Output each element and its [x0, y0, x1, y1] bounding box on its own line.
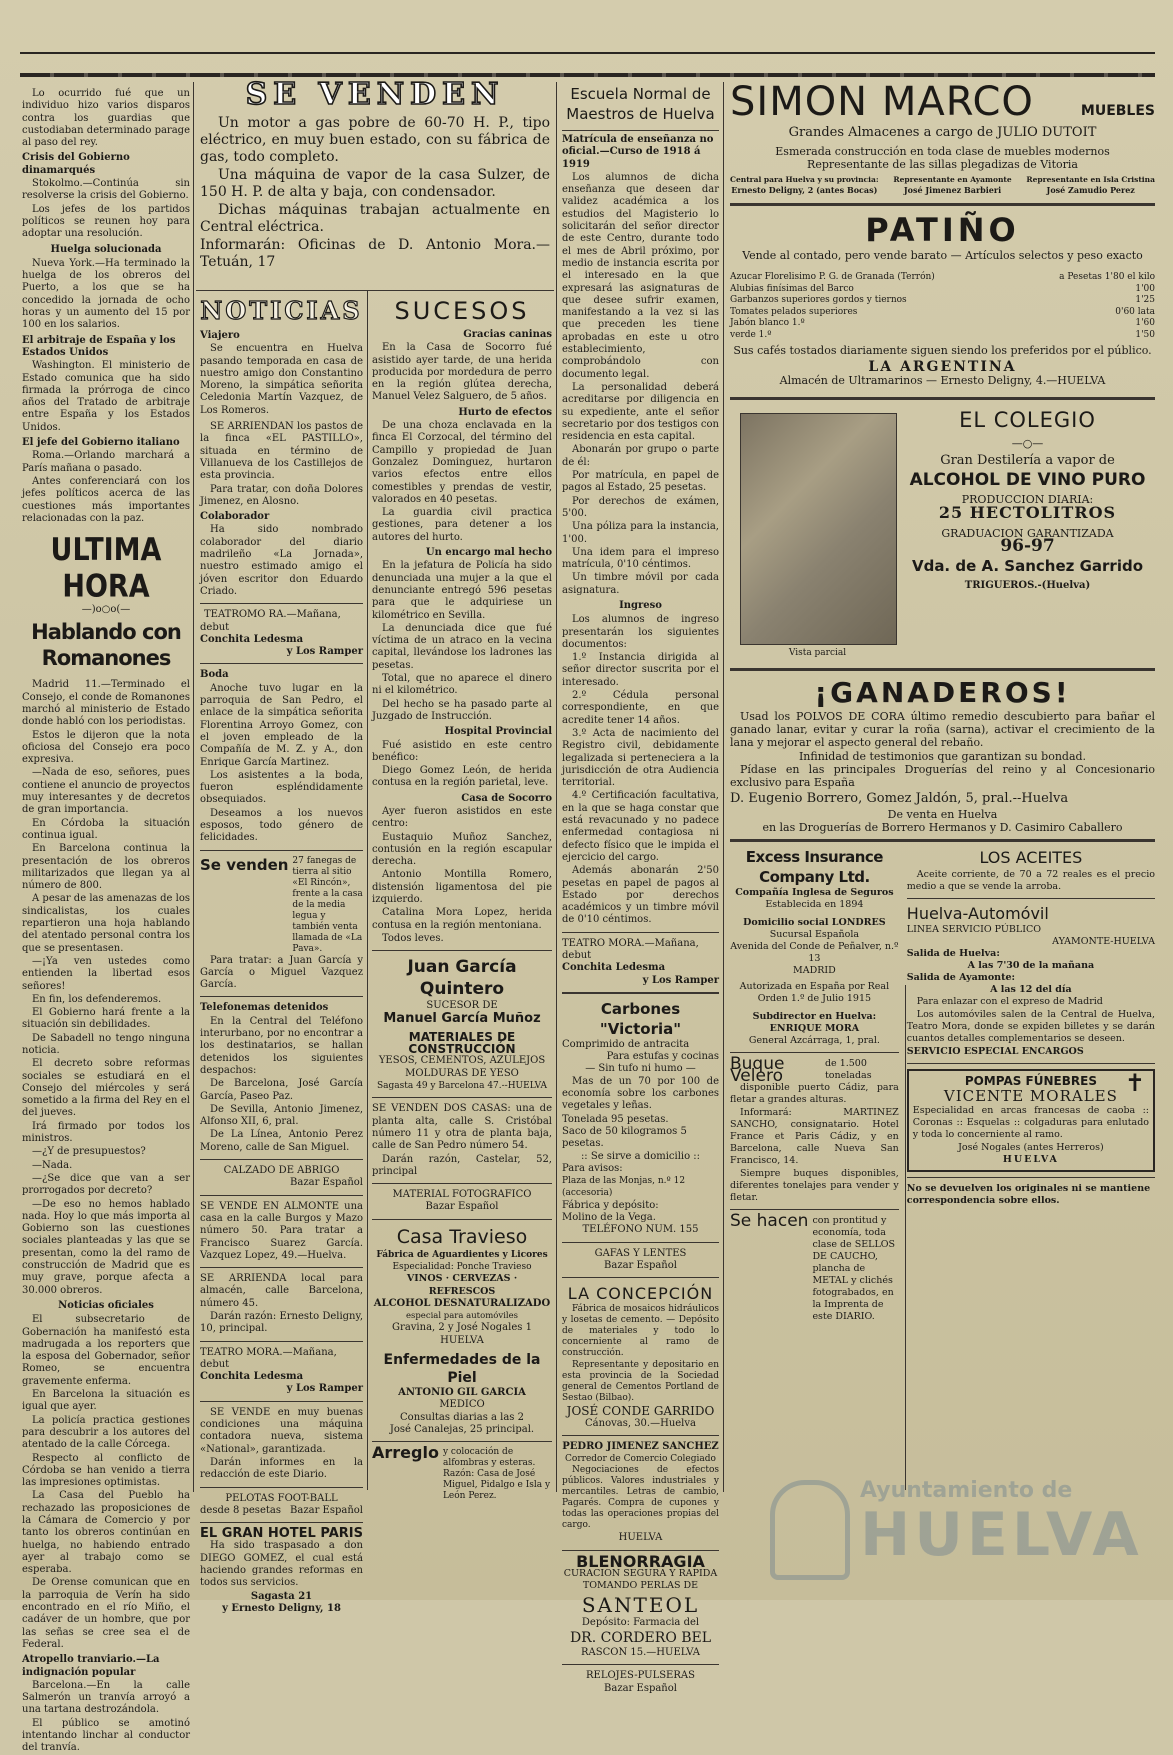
concepcion-owner: JOSÉ CONDE GARRIDO — [566, 1404, 715, 1419]
price-item: Tomates pelados superiores — [730, 306, 858, 317]
sucesos-heading: SUCESOS — [394, 297, 530, 325]
se-venden-motor: Un motor a gas pobre de 60-70 H. P., tipo eléctrico, en muy buen estado, con su fábrica de gas, todo completo. — [200, 115, 550, 165]
price-item: Garbanzos superiores gordos y tiernos — [730, 295, 907, 305]
colegio-destileria: Gran Destilería a vapor de — [940, 453, 1115, 468]
sagasta-line: Sagasta 49 y Barcelona 47.--HUELVA — [376, 1081, 548, 1092]
romanones-paragraph: De Sabadell no tengo ninguna noticia. — [22, 1032, 190, 1056]
santeol-name: SANTEOL — [581, 1592, 700, 1617]
colaborador-heading: Colaborador — [200, 511, 270, 523]
simon-central-label: Central para Huelva y su provincia: — [730, 175, 879, 184]
jefe-text-2: Antes conferenciará con los jefes políticos acerca de las cuestiones más importantes relacionadas con la paz. — [22, 475, 190, 524]
concepcion-text: Fábrica de mosaicos hidráulicos y losetas de cemento. — Depósito de materiales y todo lo concerniente al ramo de construcción. — [562, 1304, 719, 1359]
colegio-produccion: PRODUCCION DIARIA: — [961, 493, 1094, 506]
auto-hora-ayamonte: A las 12 del día — [990, 984, 1072, 995]
concepcion-address: Cánovas, 30.—Huelva — [585, 1417, 696, 1429]
oficiales-paragraph: La policía practica gestiones para descubrir a los autores del atentado de la calle Córcega. — [22, 1414, 190, 1451]
se-venden-maquina: Una máquina de vapor de la casa Sulzer, de 150 H. P. de alta y baja, con condensador. — [200, 167, 550, 200]
teatro-artist-4: y Los Ramper — [286, 1383, 363, 1395]
buque-text-2: Informará: MARTINEZ SANCHO, consignatario. Hotel France et Paris Cádiz, y en Barcelona, calle Nueva San Francisco, 14. — [730, 1107, 899, 1166]
atropello-paragraph: Barcelona.—En la calle Salmerón un tranvía arroyó a una tartana destrozándola. — [22, 1679, 190, 1716]
pompas-huelva: HUELVA — [1002, 1154, 1059, 1165]
romanones-paragraph: —Nada. — [32, 1159, 73, 1171]
colegio-trigueros: TRIGUEROS.-(Huelva) — [964, 580, 1091, 591]
carbones-domicilio: :: Se sirve a domicilio :: — [580, 1150, 701, 1162]
piel-medico: MEDICO — [439, 1399, 485, 1411]
romanones-paragraph: —¿Y de presupuestos? — [32, 1146, 146, 1158]
column-noticias — [200, 296, 363, 1614]
teatro-notice-2: TEATRO MORA.—Mañana, debut — [200, 1346, 337, 1370]
aceites-heading: LOS ACEITES — [979, 848, 1083, 867]
teatro-artist-3: Conchita Ledesma — [200, 1371, 304, 1383]
watermark-line-2: HUELVA — [860, 1500, 1143, 1570]
simon-cristina-label: Representante en Isla Cristina — [1026, 175, 1155, 184]
romanones-paragraph: Irá firmado por todos los ministros. — [22, 1120, 190, 1145]
colegio-heading: EL COLEGIO — [959, 408, 1096, 432]
romanones-paragraph: —¡Ya ven ustedes como entienden la libertad esos señores! — [22, 955, 190, 992]
piel-doctor: ANTONIO GIL GARCIA — [398, 1387, 526, 1399]
ganaderos-droguerias: en las Droguerías de Borrero Hermanos y D. Casimiro Caballero — [762, 821, 1123, 834]
travieso-huelva: HUELVA — [440, 1334, 484, 1346]
excess-avenida: Avenida del Conde de Peñalver, n.º 13 — [730, 941, 899, 964]
socorro-text-5: Todos leves. — [382, 932, 444, 944]
argentina-address: Almacén de Ultramarinos — Ernesto Deligny, 4.—HUELVA — [779, 374, 1106, 387]
crisis-heading: Crisis del Gobierno dinamarqués — [22, 152, 130, 176]
ingreso-heading: Ingreso — [619, 599, 662, 611]
santeol-cordero: DR. CORDERO BEL — [569, 1629, 712, 1646]
romanones-paragraph: En Córdoba la situación continua igual. — [22, 817, 190, 841]
argentina-heading: LA ARGENTINA — [868, 359, 1017, 375]
ganaderos-heading: ¡GANADEROS! — [814, 676, 1071, 709]
carbones-plaza: Plaza de las Monjas, n.º 12 (accesoria) — [562, 1176, 686, 1199]
excess-domicilio: Domicilio social LONDRES — [743, 917, 886, 928]
pelotas-price: desde 8 pesetas — [200, 1504, 281, 1516]
arreglo-text: y colocación de alfombras y esteras. Razón: Casa de José Miguel, Pidalgo e Isla y León Perez. — [442, 1447, 551, 1502]
intro-text: Lo ocurrido fué que un individuo hizo varios disparos contra los guardias que custodiaban determinado parage al paso del rey. — [22, 88, 190, 149]
romanones-paragraph: Madrid 11.—Terminado el Consejo, el conde de Romanones marchó al ministerio de Estado donde habló con los periodistas. — [22, 679, 190, 728]
buque-text: disponible puerto Cádiz, para fletar a grandes alturas. — [730, 1082, 899, 1105]
price-row — [730, 318, 1155, 330]
simon-marco-representante: Representante de las sillas plegadizas de Vitoria — [807, 158, 1078, 171]
column-news-wire — [22, 88, 190, 1754]
escuela-paragraph: Una idem para el impreso matrícula, 0'10 céntimos. — [562, 546, 719, 571]
watermark-line-1: Ayuntamiento de — [860, 1478, 1073, 1503]
price-row — [730, 330, 1155, 342]
ultima-hora-ornament: —)o○o(— — [81, 604, 131, 616]
piel-consultas: Consultas diarias a las 2 — [400, 1411, 524, 1423]
ganaderos-borrero: D. Eugenio Borrero, Gomez Jaldón, 5, pral.--Huelva — [730, 791, 1069, 806]
ultima-hora-heading: ULTIMA HORA — [50, 532, 162, 605]
piel-address: José Canalejas, 25 principal. — [389, 1423, 535, 1435]
column-escuela — [562, 84, 719, 1694]
piel-heading: Enfermedades de la Piel — [383, 1352, 541, 1387]
price-item: Alubias finísimas del Barco — [730, 283, 854, 294]
fotografico-bazar: Bazar Español — [425, 1201, 499, 1213]
price-row — [730, 272, 1155, 284]
carbones-tonelada: Tonelada 95 pesetas. — [562, 1113, 669, 1125]
calzado-bazar: Bazar Español — [290, 1177, 363, 1189]
excess-compania: Compañía Inglesa de Seguros — [735, 887, 894, 898]
excess-sucursal: Sucursal Española — [769, 929, 860, 940]
patino-price-list — [730, 272, 1155, 341]
excess-general: General Azcárraga, 1, pral. — [748, 1035, 880, 1046]
escuela-paragraph: Un timbre móvil por cada asignatura. — [562, 572, 719, 596]
colegio-photo — [740, 413, 897, 645]
pelotas-ad: PELOTAS FOOT-BALL — [225, 1492, 338, 1504]
price-value: a Pesetas 1'80 el kilo — [1059, 272, 1155, 282]
noticias-heading: NOTICIAS — [200, 296, 363, 325]
romanones-paragraph: El decreto sobre reformas sociales se estudiará en el Consejo del miércoles y será sometido a la firma del Rey en el del jueves. — [22, 1058, 190, 1119]
hurto-text-2: La guardia civil practica gestiones, para detener a los autores del hurto. — [372, 507, 552, 543]
price-row — [730, 284, 1155, 296]
gran-hotel-heading: EL GRAN HOTEL PARIS — [200, 1526, 363, 1542]
atropello-heading: Atropello tranviario.—La indignación popular — [22, 1654, 160, 1678]
pompas-vicente: VICENTE MORALES — [943, 1087, 1118, 1105]
arrienda-ad: SE ARRIENDA local para almacén, calle Barcelona, número 45. — [200, 1273, 363, 1309]
simon-marco-heading: SIMON MARCO — [730, 79, 1034, 125]
arreglo-label: Arreglo — [372, 1443, 439, 1463]
pedro-text: Negociaciones de efectos públicos. Valores industriales y mercantiles. Letras de cambio, Pagarés. Compra de cupones y todas las operaciones propias del cargo. — [562, 1465, 719, 1531]
travieso-ponche: Especialidad: Ponche Travieso — [392, 1262, 532, 1272]
teatro-artist: Conchita Ledesma — [200, 633, 304, 645]
ingreso-paragraph: 2.º Cédula personal correspondiente, en que acredite tener 14 años. — [562, 690, 719, 726]
carbones-comprimido: Comprimido de antracita — [562, 1038, 690, 1050]
hospital-heading: Hospital Provincial — [444, 726, 552, 738]
header-rule — [20, 73, 1155, 77]
excess-establecida: Establecida en 1894 — [765, 899, 864, 910]
oficiales-paragraph: En Barcelona la situación es igual que ayer. — [22, 1389, 190, 1413]
romanones-paragraph: El Gobierno hará frente a la situación sin debilidades. — [22, 1007, 190, 1031]
contadora-ad: SE VENDE en muy buenas condiciones una máquina contadora nueva, sistema «National», garantizada. — [200, 1406, 363, 1455]
buque-text-3: Siempre buques disponibles, diferentes tonelajes para vender y fletar. — [730, 1168, 899, 1203]
romanones-paragraph: —¿Se dice que van a ser prorrogados por decreto? — [22, 1172, 190, 1197]
relojes-bazar: Bazar Español — [604, 1682, 677, 1694]
price-value: 1'50 — [1135, 329, 1155, 340]
escuela-paragraph: Una póliza para la instancia, 1'00. — [562, 521, 719, 545]
arriendan-text-2: Para tratar, con doña Dolores Jimenez, en Alosno. — [200, 483, 363, 507]
huelga-heading: Huelga solucionada — [50, 243, 162, 255]
colegio-hectolitros: 25 HECTOLITROS — [938, 503, 1117, 522]
travieso-heading: Casa Travieso — [396, 1225, 528, 1248]
auto-linea: LINEA SERVICIO PÚBLICO — [906, 924, 1042, 935]
simon-marco-almacenes: Grandes Almacenes a cargo de JULIO DUTOIT — [788, 125, 1097, 140]
carbones-saco: Saco de 50 kilogramos 5 pesetas. — [562, 1125, 687, 1150]
colaborador-text: Ha sido nombrado colaborador del diario madrileño «La Jornada», nuestro estimado amigo el jóven escritor don Eduardo Criado. — [200, 524, 363, 597]
carbones-heading: Carbones "Victoria" — [599, 999, 682, 1038]
ganaderos-venta: De venta en Huelva — [887, 808, 998, 821]
telefonemas-1: De Barcelona, José García García, Paseo Paz. — [200, 1078, 363, 1102]
oficiales-paragraph: La Casa del Pueblo ha rechazado las proposiciones de la Cámara de Comercio y por tanto los obreros continúan en huelga, no habiendo entrado ayer al trabajo como se esperaba. — [22, 1490, 190, 1576]
sellos-text: con prontitud y economía, toda clase de SELLOS DE CAUCHO, plancha de METAL y clichés fotograbados, en la Imprenta de este DIARIO. — [812, 1215, 896, 1322]
teatro-artist-2: y Los Ramper — [286, 646, 363, 658]
ganaderos-testimonios: Infinidad de testimonios que garantizan su bondad. — [798, 750, 1087, 763]
travieso-vinos: VINOS · CERVEZAS · REFRESCOS — [406, 1273, 518, 1297]
colegio-alcohol: ALCOHOL DE VINO PURO — [909, 470, 1146, 490]
boda-text-2: Los asistentes a la boda, fueron espléndidamente obsequiados. — [200, 769, 363, 806]
price-value: 1'25 — [1135, 295, 1155, 305]
materiales-line: MATERIALES DE CONSTRUCCIÓN — [408, 1029, 516, 1057]
se-venden-title: SE VENDEN — [245, 77, 505, 112]
auto-especial: SERVICIO ESPECIAL ENCARGOS — [906, 1046, 1084, 1057]
pedro-heading: PEDRO JIMENEZ SANCHEZ — [562, 1440, 719, 1452]
romanones-paragraph: —Nada de eso, señores, pues contiene el anuncio de proyectos muy interesantes y de decretos de gran importancia. — [22, 767, 190, 816]
colegio-vista: Vista parcial — [788, 648, 847, 658]
auto-heading: Huelva-Automóvil — [906, 904, 1049, 923]
aceites-text: Aceite corriente, de 70 a 72 reales es el precio medio a que se vende la arroba. — [906, 869, 1155, 892]
ganaderos-pidase: Pídase en las principales Droguerías del reino y al Concesionario exclusivo para España — [730, 763, 1155, 789]
yesos-line: YESOS, CEMENTOS, AZULEJOS — [378, 1055, 546, 1067]
oficiales-heading: Noticias oficiales — [58, 1299, 154, 1311]
simon-marco-muebles: MUEBLES — [1080, 103, 1155, 119]
auto-salida-ayamonte: Salida de Ayamonte: — [906, 972, 1016, 983]
hospital-text: Fué asistido en este centro benéfico: — [372, 739, 552, 763]
escuela-paragraph: Abonarán por grupo o parte de él: — [562, 444, 719, 468]
telefonemas-3: De La Línea, Antonio Perez Moreno, calle de San Miguel. — [200, 1129, 363, 1153]
excess-enrique: ENRIQUE MORA — [769, 1023, 860, 1034]
price-row — [730, 295, 1155, 307]
encargo-text-4: Del hecho se ha pasado parte al Juzgado de Instrucción. — [372, 698, 552, 722]
simon-cristina-name: José Zamudio Perez — [1046, 185, 1135, 195]
viajero-text: Se encuentra en Huelva pasando temporada en casa de nuestro amigo don Constantino Moreno, la simpática señorita Celedonia Martín Vazquez, de Los Romeros. — [200, 343, 363, 416]
hospital-text-2: Diego Gomez León, de herida contusa en la región parietal, leve. — [372, 765, 552, 789]
boda-text: Anoche tuvo lugar en la parroquia de San Pedro, el enlace de la simpática señorita Florentina Arroyo Gomez, con el joven empleado de la Compañía de M. Z. y A., don Enrique García Martinez. — [200, 682, 363, 768]
column-sucesos — [372, 296, 552, 1502]
boda-heading: Boda — [200, 669, 229, 681]
concepcion-heading: LA CONCEPCIÓN — [567, 1284, 714, 1304]
escuela-paragraph: Los alumnos de dicha enseñanza que deseen dar validez académica a los estudios del Magisterio lo solicitarán del señor director de este Centro, durante todo el mes de Abril próximo, por medio de instancia escrita por el interesado en la que expresará las asignaturas de que desee sufrir examen, manifestando a la vez si las que preceden les tiene aprobadas en este u otro establecimiento, comprobándolo con documento legal. — [562, 171, 719, 380]
socorro-text-3: Antonio Montilla Romero, distensión ligamentosa del pie izquierdo. — [372, 869, 552, 906]
excess-subdirector: Subdirector en Huelva: — [752, 1011, 877, 1022]
huelga-text: Nueva York.—Ha terminado la huelga de los obreros del Puerto, a los que se ha concedido la jornada de ocho horas y un aumento del 15 por 100 en los salarios. — [22, 257, 190, 331]
simon-central-address: Ernesto Deligny, 2 (antes Bocas) — [731, 185, 878, 195]
munoz-name: Manuel García Muñoz — [383, 1010, 541, 1026]
carbones-humo: — Sin tufo ni humo — — [585, 1063, 696, 1075]
ingreso-article — [562, 614, 719, 926]
auto-text: Los automóviles salen de la Central de Huelva, Teatro Mora, donde se expiden billetes y se darán cuantos detalles complementarios se deseen. — [906, 1009, 1155, 1044]
buque-heading: Buque Velero — [730, 1054, 785, 1086]
santeol-rascon: RASCON 15.—HUELVA — [581, 1646, 700, 1658]
se-venden-informes: Informarán: Oficinas de D. Antonio Mora.—Tetuán, 17 — [200, 237, 550, 270]
se-venden-ad — [200, 77, 550, 284]
pompas-address: José Nogales (antes Herreros) — [958, 1142, 1104, 1153]
gracias-text: En la Casa de Socorro fué asistido ayer tarde, de una herida producida por mordedura de perro en la región glútea derecha, Manuel Velez Salguero, de 5 años. — [372, 342, 552, 403]
escuela-paragraph: La personalidad deberá acreditarse por diligencia en su expediente, ante el señor secretario por dos testigos con residencia en esta capital. — [562, 381, 719, 443]
romanones-article — [22, 679, 190, 1297]
ingreso-paragraph: Los alumnos de ingreso presentarán los siguientes documentos: — [562, 614, 719, 650]
hurto-text: De una choza enclavada en la finca El Corzocal, del término del Campillo y propiedad de Juan Gonzalez Dominguez, hurtaron varios efectos entre ellos comestibles y prendas de vestir, valorados en 40 pesetas. — [372, 420, 552, 505]
price-item: Azucar Florelisimo P. G. de Granada (Terrón) — [730, 272, 935, 282]
calzado-ad: CALZADO DE ABRIGO — [223, 1165, 340, 1177]
price-value: 1'00 — [1135, 283, 1155, 294]
colegio-grados: 96-97 — [1000, 536, 1055, 556]
ingreso-paragraph: 4.º Certificación facultativa, en la que se haga constar que está revacunado y no padece enfermedad contagiosa ni defecto físico que le impida el ejercicio del cargo. — [562, 790, 719, 863]
fotografico-ad: MATERIAL FOTOGRAFICO — [392, 1189, 532, 1201]
crisis-text: Stokolmo.—Continúa sin resolverse la crisis del Gobierno. — [22, 178, 190, 202]
escuela-paragraph: Por matrícula, en papel de pagos al Estado, 25 pesetas. — [562, 470, 719, 494]
crisis-text-2: Los jefes de los partidos políticos se reunen hoy para adoptar una resolución. — [22, 203, 190, 240]
ingreso-paragraph: 3.º Acta de nacimiento del Registro civil, debidamente legalizada si perteneciera a la jurisdicción de otra Audiencia territorial. — [562, 727, 719, 789]
arrienda-contact: Darán razón: Ernesto Deligny, 10, principal. — [200, 1311, 363, 1335]
socorro-text: Ayer fueron asistidos en este centro: — [372, 805, 552, 830]
excess-madrid: MADRID — [793, 965, 836, 976]
price-item: Jabón blanco 1.º — [730, 318, 805, 328]
price-row — [730, 307, 1155, 319]
buque-toneladas: de 1.500 toneladas — [824, 1058, 872, 1081]
matricula-heading: Matrícula de enseñanza no oficial.—Curso de 1918 á 1919 — [562, 130, 719, 171]
cross-icon: ✝ — [1124, 1069, 1145, 1097]
colegio-ad: Vista parcial EL COLEGIO —○— Gran Destilería a vapor de ALCOHOL DE VINO PURO PRODUCCION DIARIA: 25 HECTOLITROS GRADUACION GARANTIZADA 96-97 Vda. de A. Sanchez Garrido TRIGUEROS.-(Huelva) — [730, 405, 1155, 663]
boda-text-3: Deseamos a los nuevos esposos, todo género de felicidades. — [200, 807, 363, 844]
oficiales-paragraph: Respecto al conflicto de Córdoba se han venido a tierra las impresiones optimistas. — [22, 1452, 190, 1489]
travieso-alcohol-2: especial para automóviles — [405, 1311, 519, 1322]
relojes-ad: RELOJES-PULSERAS — [586, 1670, 695, 1682]
carbones-avisos: Para avisos: — [562, 1162, 623, 1174]
fanegas-label: Se venden — [200, 855, 289, 874]
blenorragia-curacion: CURACION SEGURA Y RAPIDA — [563, 1568, 718, 1580]
arriendan-text: SE ARRIENDAN los pastos de la finca «EL PASTILLO», situada en término de Villanueva de los Castillejos de esta provincia. — [200, 421, 363, 482]
price-value: 0'60 lata — [1115, 306, 1155, 317]
encargo-text: En la jefatura de Policía ha sido denunciada una mujer a la que el denunciante entregó 596 pesetas para que le adquiriese un kilométrico en Sevilla. — [372, 560, 552, 621]
arbitraje-heading: El arbitraje de España y los Estados Unidos — [22, 334, 176, 358]
sellos-label: Se hacen — [730, 1211, 809, 1231]
fanegas-text: 27 fanegas de tierra al sitio «El Rincón», frente a la casa de la media legua y también venta llamada de «La Pava». — [292, 855, 363, 954]
socorro-text-4: Catalina Mora Lopez, herida contusa en la región mentoniana. — [372, 907, 552, 931]
patino-vende: Vende al contado, pero vende barato — Artículos selectos y peso exacto — [742, 249, 1143, 262]
pelotas-bazar: Bazar Español — [290, 1504, 363, 1516]
colegio-graduacion: GRADUACION GARANTIZADA — [941, 527, 1114, 540]
dos-casas-ad: SE VENDEN DOS CASAS: una de planta alta, calle S. Cristóbal número 11 y otra de planta baja, calle de San Pedro número 54. — [372, 1103, 552, 1152]
travieso-alcohol: ALCOHOL DESNATURALIZADO — [373, 1297, 551, 1309]
telefonemas-2: De Sevilla, Antonio Jimenez, Alfonso XII, 6, pral. — [200, 1103, 363, 1128]
blenorragia-tomando: TOMANDO PERLAS DE — [582, 1580, 699, 1592]
jefe-heading: El jefe del Gobierno italiano — [22, 437, 180, 449]
simon-ayamonte-label: Representante en Ayamonte — [893, 175, 1012, 184]
arbitraje-text: Washington. El ministerio de Estado comunica que ha sido firmada la prórroga de cinco años del Tratado de arbitraje entre España y los Estados Unidos. — [22, 360, 190, 433]
travieso-gravina: Gravina, 2 y José Nogales 1 — [392, 1322, 532, 1334]
romanones-paragraph: En Barcelona continua la presentación de los obreros militarizados que llegan ya al número de 800. — [22, 843, 190, 892]
carbones-estufas: Para estufas y cocinas — [606, 1051, 719, 1063]
fanegas-contact: Para tratar: a Juan García y García o Miguel Vazquez García. — [200, 954, 363, 991]
oficiales-paragraph: El subsecretario de Gobernación ha manifestó esta madrugada a los reporters que la esposa del Gobernador, señor Romeo, se encuentra gravemente enferma. — [22, 1314, 190, 1387]
almonte-ad: SE VENDE EN ALMONTE una casa en la calle Burgos y Mazo número 50. Para tratar a Francisco Suarez García. Vazquez Lopez, 49.—Huelva. — [200, 1200, 363, 1261]
blenorragia-heading: BLENORRAGIA — [576, 1551, 705, 1571]
originales-notice: No se devuelven los originales ni se mantiene correspondencia sobre ellos. — [906, 1183, 1151, 1206]
atropello-paragraph: El público se amotinó intentando linchar al conductor del tranvía. — [22, 1717, 190, 1754]
ganaderos-text: Usad los POLVOS DE CORA último remedio descubierto para bañar el ganado lanar, evitar y curar la roña (sarna), activar el crecimiento de la lana y mejorar el aspecto general del rebaño. — [730, 710, 1155, 749]
gafas-ad: GAFAS Y LENTES — [594, 1247, 687, 1259]
price-value: 1'60 — [1135, 318, 1155, 328]
teatro-artist-5: Conchita Ledesma — [562, 962, 666, 974]
colegio-vda: Vda. de A. Sanchez Garrido — [911, 557, 1144, 575]
romanones-paragraph: Estos le dijeron que la nota oficiosa del Consejo era poco expresiva. — [22, 729, 190, 766]
hurto-heading: Hurto de efectos — [458, 406, 552, 418]
carbones-telefono: TELÉFONO NUM. 155 — [582, 1224, 699, 1236]
quintero-heading: Juan García Quintero — [407, 957, 517, 1000]
right-small-ads — [907, 847, 1155, 1323]
patino-cafes: Sus cafés tostados diariamente siguen siendo los preferidos por el público. — [733, 344, 1152, 357]
telefonemas-heading: Telefonemas detenidos — [200, 1002, 329, 1014]
sucesor-label: SUCESOR DE — [426, 1000, 498, 1012]
romanones-paragraph: En fin, los defenderemos. — [32, 993, 162, 1005]
ingreso-paragraph: Además abonarán 2'50 pesetas en papel de pagos al Estado por derechos académicos y un timbre móvil de 0'10 céntimos. — [562, 865, 719, 926]
patino-heading: PATIÑO — [865, 211, 1020, 249]
encargo-text-2: La denunciada dice que fué víctima de un atraco en la vecina capital, llevándose los ladrones las pesetas. — [372, 622, 552, 671]
atropello-article — [22, 1680, 190, 1755]
gracias-heading: Gracias caninas — [463, 329, 552, 340]
se-venden-central: Dichas máquinas trabajan actualmente en Central eléctrica. — [200, 202, 550, 235]
pompas-text: Especialidad en arcas francesas de caoba :: Coronas :: Esquelas :: colgaduras para enlutado y toda lo concerniente al ramo. — [912, 1105, 1149, 1140]
santeol-deposito: Depósito: Farmacia del — [581, 1616, 700, 1628]
romanones-paragraph: —De eso no hemos hablado nada. Hoy lo que más importa al Gobierno son las cuestiones sociales planteadas y las que se presentan, como la del ramo de construcción de Madrid que es muy grave, porque afecta a 30.000 obreros. — [22, 1198, 190, 1296]
escuela-article — [562, 172, 719, 597]
viajero-heading: Viajero — [200, 330, 240, 341]
socorro-text-2: Eustaquio Muñoz Sanchez, contusión en la región escapular derecha. — [372, 831, 552, 868]
ingreso-paragraph: 1.º Instancia dirigida al señor director suscrita por el interesado. — [562, 652, 719, 688]
socorro-heading: Casa de Socorro — [461, 792, 552, 804]
teatro-notice-3: TEATRO MORA.—Mañana, debut — [562, 937, 699, 961]
pedro-huelva: HUELVA — [618, 1532, 663, 1544]
simon-ayamonte-name: José Jimenez Barbieri — [903, 185, 1002, 195]
pompas-ad — [907, 1069, 1155, 1172]
dos-casas-contact: Darán razón, Castelar, 52, principal — [372, 1153, 552, 1177]
contadora-contact: Darán informes en la redacción de este Diario. — [200, 1456, 363, 1481]
romanones-paragraph: A pesar de las amenazas de los sindicalistas, los cuales repartieron una hoja hablando del atentado personal contra los que se presentasen. — [22, 893, 190, 954]
auto-enlazar: Para enlazar con el expreso de Madrid — [916, 996, 1103, 1007]
teatro-artist-6: y Los Ramper — [642, 974, 719, 986]
teatro-notice: TEATROMO RA.—Mañana, debut — [200, 609, 341, 633]
shield-icon — [770, 1480, 850, 1580]
romanones-heading: Hablando con Romanones — [31, 620, 181, 671]
gafas-bazar: Bazar Español — [604, 1259, 677, 1271]
column-advertisements — [730, 78, 1155, 1498]
auto-hora-huelva: A las 7'30 de la mañana — [967, 960, 1095, 971]
gran-hotel-address: Sagasta 21 — [250, 1590, 313, 1602]
gran-hotel-address-2: y Ernesto Deligny, 18 — [222, 1602, 341, 1614]
excess-autorizada: Autorizada en España por Real Orden 1.º de Julio 1915 — [739, 981, 890, 1004]
excess-insurance-ad — [730, 847, 899, 1323]
oficiales-article — [22, 1314, 190, 1651]
auto-route: AYAMONTE-HUELVA — [1052, 936, 1155, 947]
simon-marco-esmerada: Esmerada construcción en toda clase de muebles modernos — [775, 145, 1110, 158]
travieso-fabrica: Fábrica de Aguardientes y Licores — [376, 1249, 548, 1260]
gran-hotel-text: Ha sido traspasado a don DIEGO GOMEZ, el cual está haciendo grandes reformas en todos sus servicios. — [200, 1540, 363, 1589]
pedro-title: Corredor de Comercio Colegiado — [565, 1454, 716, 1465]
encargo-heading: Un encargo mal hecho — [425, 547, 552, 559]
concepcion-text-2: Representante y depositario en esta provincia de la Sociedad general de Cementos Portland de Sestao (Bilbao). — [562, 1360, 719, 1404]
pompas-heading: POMPAS FÚNEBRES — [964, 1074, 1097, 1088]
telefonemas-text: En la Central del Teléfono interurbano, por no encontrar a los destinatarios, se hallan detenidos los siguientes despachos: — [200, 1015, 363, 1076]
encargo-text-3: Total, que no aparece el dinero ni el kilométrico. — [372, 673, 552, 697]
oficiales-paragraph: De Orense comunican que en la parroquia de Verín ha sido encontrado en el río Miño, el cadáver de un hombre, que por las señas se cree sea el de Federal. — [22, 1577, 190, 1650]
jefe-text: Roma.—Orlando marchará a París mañana o pasado. — [22, 450, 190, 474]
carbones-fabrica: Fábrica y depósito: — [562, 1199, 659, 1211]
escuela-paragraph: Por derechos de exámen, 5'00. — [562, 495, 719, 519]
molduras-line: MOLDURAS DE YESO — [405, 1067, 519, 1079]
carbones-economia: Mas de un 70 por 100 de economía sobre los carbones vegetales y leñas. — [562, 1075, 719, 1112]
auto-salida-huelva: Salida de Huelva: — [906, 948, 1000, 959]
excess-heading: Excess Insurance Company Ltd. — [745, 848, 883, 886]
escuela-heading: Escuela Normal de Maestros de Huelva — [566, 85, 715, 123]
top-rule — [20, 52, 1155, 54]
price-item: verde 1.º — [730, 329, 772, 340]
carbones-molino: Molino de la Vega. — [562, 1212, 656, 1224]
